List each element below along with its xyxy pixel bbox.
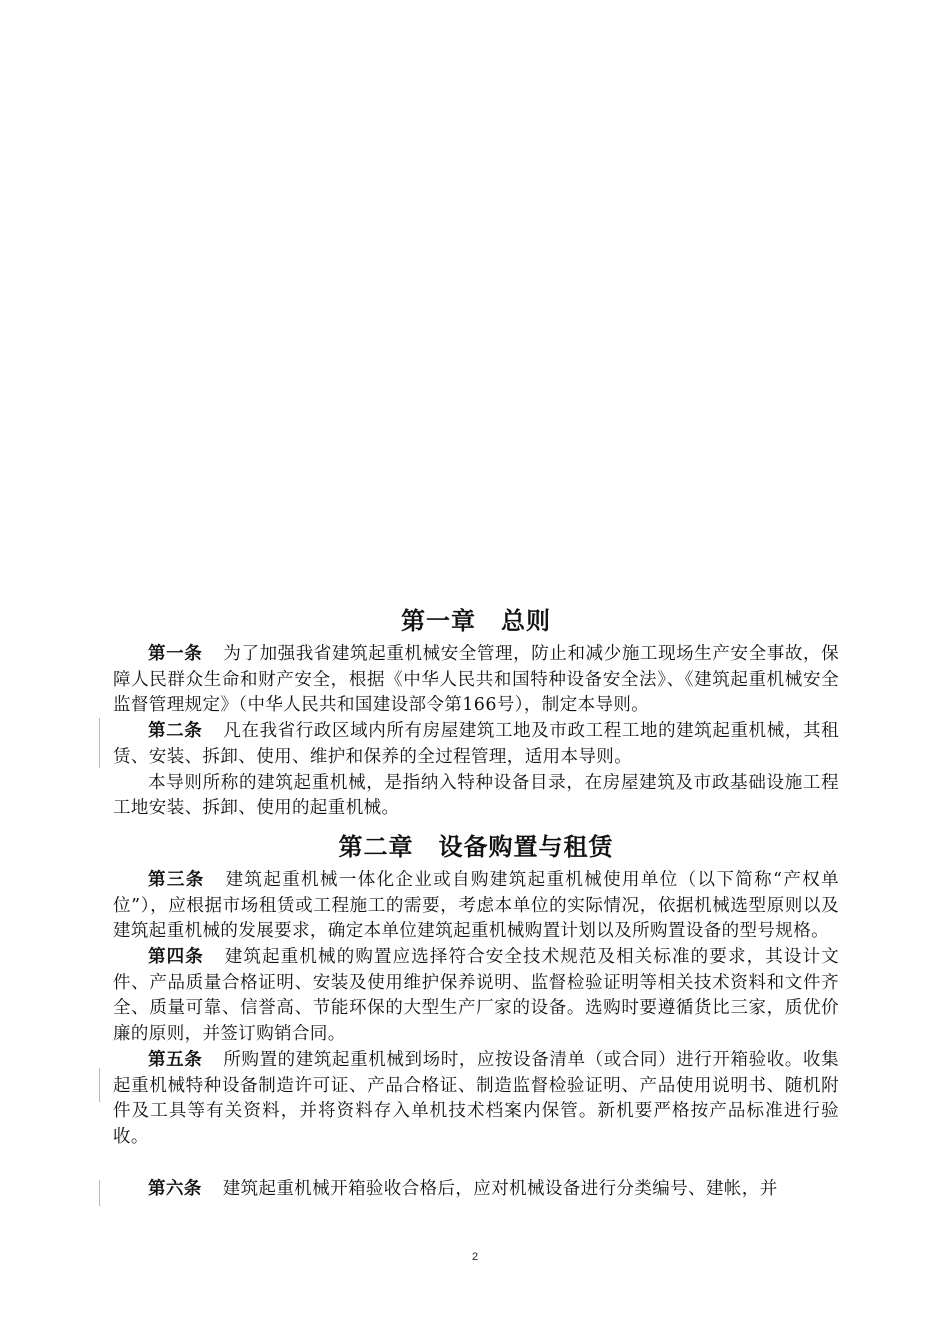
article-label: 第五条 [148, 1049, 203, 1070]
article-1 [113, 642, 839, 719]
chapter-title: 第二章 设备购置与租赁 [338, 831, 614, 861]
revision-marker [99, 1068, 100, 1102]
article-text: 建筑起重机械一体化企业或自购建筑起重机械使用单位（以下简称“产权单位”），应根据市场租赁或工程施工的需要，考虑本单位的实际情况，依据机械选型原则以及建筑起重机械的发展要求，确定本单位建筑起重机械购置计划以及所购置设备的型号规格。 [113, 869, 839, 942]
article-text: 建筑起重机械开箱验收合格后，应对机械设备进行分类编号、建帐，并 [222, 1178, 778, 1199]
article-2 [113, 719, 839, 770]
page-number: 2 [471, 1251, 479, 1263]
article-4 [113, 945, 839, 1048]
article-6 [113, 1177, 839, 1203]
article-3 [113, 868, 839, 945]
article-5 [113, 1048, 839, 1151]
article-label: 第三条 [148, 869, 205, 890]
paragraph-gap [113, 1151, 839, 1177]
article-text: 建筑起重机械的购置应选择符合安全技术规范及相关标准的要求，其设计文件、产品质量合格证明、安装及使用维护保养说明、监督检验证明等相关技术资料和文件齐全、质量可靠、信誉高、节能环保的大型生产厂家的设备。选购时要遵循货比三家，质优价廉的原则，并签订购销合同。 [113, 947, 840, 1045]
article-text: 为了加强我省建筑起重机械安全管理，防止和减少施工现场生产安全事故，保障人民群众生命和财产安全，根据《中华人民共和国特种设备安全法》、《建筑起重机械安全监督管理规定》（中华人民共和国建设部令第166号），制定本导则。 [113, 644, 839, 716]
article-label: 第六条 [148, 1178, 202, 1199]
revision-marker [99, 718, 100, 768]
chapter-title: 第一章 总则 [401, 606, 551, 635]
article-label: 第四条 [148, 947, 204, 968]
article-text: 凡在我省行政区域内所有房屋建筑工地及市政工程工地的建筑起重机械，其租赁、安装、拆卸、使用、维护和保养的全过程管理，适用本导则。 [113, 721, 839, 767]
article-label: 第二条 [148, 721, 203, 742]
article-text: 所购置的建筑起重机械到场时，应按设备清单（或合同）进行开箱验收。收集起重机械特种设备制造许可证、产品合格证、制造监督检验证明、产品使用说明书、随机附件及工具等有关资料，并将资料存入单机技术档案内保管。新机要严格按产品标准进行验收。 [113, 1049, 839, 1147]
article-label: 第一条 [148, 644, 203, 664]
document-body [113, 604, 839, 1202]
article-text: 本导则所称的建筑起重机械，是指纳入特种设备目录，在房屋建筑及市政基础设施工程工地安装、拆卸、使用的起重机械。 [113, 772, 839, 819]
article-2-note [113, 771, 839, 822]
revision-marker [99, 1180, 100, 1206]
